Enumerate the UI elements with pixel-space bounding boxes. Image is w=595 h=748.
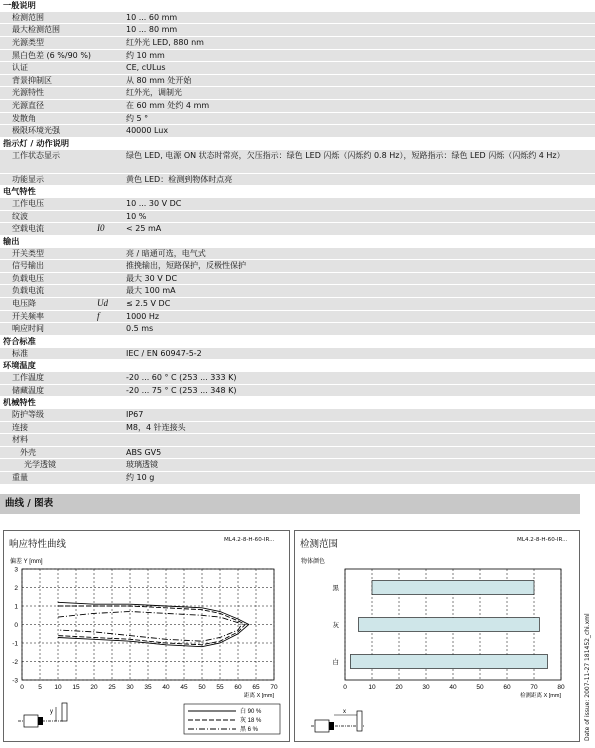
- x-tick-label: 0: [343, 684, 347, 691]
- x-tick-label: 70: [270, 684, 278, 691]
- spec-value: -20 ... 75 ° C (253 ... 348 K): [126, 385, 237, 395]
- spec-row: [0, 62, 595, 75]
- spec-row: [0, 372, 595, 385]
- spec-row: [0, 447, 595, 460]
- sensor-y-label: y: [50, 709, 53, 715]
- spec-label: 负载电流: [12, 286, 44, 296]
- spec-section-header: [0, 236, 595, 248]
- spec-row: [0, 260, 595, 273]
- spec-label: 认证: [12, 63, 28, 73]
- y-tick-label: -1: [12, 640, 18, 648]
- spec-label: 开关频率: [12, 311, 44, 321]
- spec-label: 光源特性: [12, 88, 44, 98]
- target-object-icon: [357, 711, 362, 731]
- spec-label: 纹波: [12, 211, 28, 221]
- x-tick-label: 70: [530, 684, 538, 691]
- spec-row: [0, 37, 595, 50]
- x-axis-label: 检测距离 X [mm]: [520, 693, 561, 699]
- spec-row: [0, 113, 595, 126]
- spec-label: 重量: [12, 473, 28, 483]
- range-bar-1: [372, 581, 534, 595]
- spec-row: [0, 248, 595, 261]
- x-tick-label: 15: [72, 684, 80, 691]
- y-tick-label: 1: [14, 603, 18, 611]
- response-curve-chart: [4, 531, 289, 741]
- spec-value: IP67: [126, 409, 144, 419]
- x-tick-label: 50: [198, 684, 206, 691]
- spec-value: 绿色 LED, 电源 ON 状态时常亮，欠压指示：绿色 LED 闪烁（闪烁约 0.8 Hz），短路指示：绿色 LED 闪烁（闪烁约 4 Hz）: [126, 150, 565, 160]
- spec-label: 开关类型: [12, 248, 44, 258]
- issue-date-text: Date of issue: 2007-11-27 181452_chi.xml: [584, 613, 591, 741]
- spec-value: ABS GV5: [126, 447, 162, 457]
- spec-row: [0, 12, 595, 25]
- spec-label: 光学透镜: [24, 460, 56, 470]
- spec-row: [0, 211, 595, 224]
- spec-label: 响应时间: [12, 324, 44, 334]
- spec-section-header: [0, 186, 595, 198]
- y-tick-label: 3: [14, 566, 18, 574]
- y-axis-label: 物体颜色: [301, 559, 326, 565]
- spec-label: 标准: [12, 348, 28, 358]
- detection-range-title: 检测范围: [300, 539, 339, 550]
- section-title: 符合标准: [3, 336, 36, 347]
- spec-label: 连接: [12, 422, 28, 432]
- spec-value: 红外光，调制光: [126, 88, 182, 98]
- spec-value: 在 60 mm 处约 4 mm: [126, 101, 210, 111]
- x-tick-label: 5: [38, 684, 42, 691]
- x-tick-label: 20: [90, 684, 98, 691]
- x-tick-label: 25: [108, 684, 116, 691]
- spec-label: 储藏温度: [12, 385, 44, 395]
- section-title: 电气特性: [3, 186, 36, 197]
- sensor-diagram: [18, 703, 67, 727]
- spec-value: 约 5 °: [126, 113, 149, 123]
- spec-label: 空载电流: [12, 224, 44, 234]
- spec-label: 外壳: [20, 447, 36, 457]
- curves-title: 曲线 / 图表: [5, 498, 54, 509]
- spec-section-header: [0, 397, 595, 409]
- x-tick-label: 60: [503, 684, 511, 691]
- spec-row: [0, 348, 595, 361]
- y-tick-label: 0: [14, 622, 18, 629]
- spec-value: 最大 100 mA: [126, 286, 176, 296]
- spec-label: 工作温度: [12, 372, 44, 382]
- x-tick-label: 45: [180, 684, 188, 691]
- response-curve-model-code: ML4.2-8-H-60-IR...: [224, 537, 275, 543]
- detection-range-model-code: ML4.2-8-H-60-IR...: [517, 537, 568, 543]
- x-tick-label: 55: [216, 684, 224, 691]
- sensor-lens-icon: [329, 722, 334, 730]
- x-axis-label: 距离 X [mm]: [244, 693, 274, 699]
- y-tick-label: -3: [12, 677, 18, 685]
- x-tick-label: 35: [144, 684, 152, 691]
- spec-value: ≤ 2.5 V DC: [126, 299, 171, 309]
- spec-section-header: [0, 138, 595, 150]
- x-tick-label: 10: [368, 684, 376, 691]
- spec-label: 检测范围: [12, 12, 44, 22]
- sensor-x-label: x: [343, 709, 346, 715]
- spec-label: 背景抑制区: [12, 75, 52, 85]
- curves-section-header: [0, 494, 580, 514]
- spec-row: [0, 311, 595, 324]
- spec-label: 材料: [12, 435, 28, 445]
- x-tick-label: 40: [162, 684, 170, 691]
- spec-symbol: Ud: [97, 298, 108, 309]
- legend-box: [184, 704, 280, 734]
- spec-label: 发散角: [12, 113, 36, 123]
- spec-row: [0, 323, 595, 336]
- spec-value: 玻璃透镜: [126, 460, 158, 470]
- x-tick-label: 30: [126, 684, 134, 691]
- spec-value: 黄色 LED：检测到物体时点亮: [126, 174, 233, 184]
- spec-value: 红外光 LED, 880 nm: [126, 37, 204, 47]
- spec-row: [0, 174, 595, 187]
- spec-label: 极限环境光强: [12, 126, 60, 136]
- spec-row: [0, 50, 595, 63]
- spec-row: [0, 198, 595, 211]
- spec-label: 光源类型: [12, 37, 44, 47]
- x-tick-label: 40: [449, 684, 457, 691]
- spec-value: 约 10 g: [126, 473, 155, 483]
- spec-row: [0, 100, 595, 113]
- spec-row: [0, 285, 595, 298]
- issue-date-sidebar: [584, 565, 595, 748]
- spec-row: [0, 223, 595, 236]
- spec-value: 从 80 mm 处开始: [126, 75, 192, 85]
- detection-range-panel: [294, 530, 580, 742]
- spec-row: [0, 273, 595, 286]
- spec-label: 黑白色差 (6 %/90 %): [12, 50, 92, 60]
- spec-row: [0, 87, 595, 100]
- spec-row: [0, 24, 595, 37]
- sensor-body-icon: [24, 715, 38, 727]
- section-title: 指示灯 / 动作说明: [3, 138, 70, 149]
- target-object-icon: [62, 703, 67, 721]
- x-tick-label: 20: [395, 684, 403, 691]
- spec-label: 负载电压: [12, 273, 44, 283]
- y-tick-label: -2: [12, 659, 18, 666]
- spec-label: 工作状态显示: [12, 150, 60, 160]
- spec-row: [0, 150, 595, 174]
- spec-label: 电压降: [12, 299, 36, 309]
- spec-value: 10 ... 30 V DC: [126, 198, 182, 208]
- x-tick-label: 0: [20, 684, 24, 691]
- spec-label: 最大检测范围: [12, 25, 60, 35]
- x-tick-label: 65: [252, 684, 260, 691]
- spec-value: 推挽输出，短路保护，反极性保护: [126, 261, 246, 271]
- spec-label: 光源直径: [12, 101, 44, 111]
- response-curve-title: 响应特性曲线: [9, 539, 67, 550]
- x-tick-label: 60: [234, 684, 242, 691]
- spec-value: 最大 30 V DC: [126, 273, 178, 283]
- category-label: 灰: [332, 622, 339, 629]
- spec-row: [0, 422, 595, 435]
- section-title: 输出: [3, 235, 20, 246]
- spec-value: 约 10 mm: [126, 50, 165, 60]
- spec-row: [0, 409, 595, 422]
- category-label: 黑: [332, 585, 339, 592]
- spec-row: [0, 125, 595, 138]
- spec-value: -20 ... 60 ° C (253 ... 333 K): [126, 372, 237, 382]
- spec-row: [0, 434, 595, 447]
- spec-value: 10 %: [126, 211, 147, 221]
- x-tick-label: 50: [476, 684, 484, 691]
- spec-section-header: [0, 360, 595, 372]
- spec-value: 亮 / 暗通可选，电气式: [126, 248, 206, 258]
- section-title: 环境温度: [3, 360, 36, 371]
- sensor-lens-icon: [38, 717, 43, 725]
- spec-label: 防护等级: [12, 409, 44, 419]
- section-title: 一般说明: [3, 0, 36, 10]
- spec-value: M8，4 针连接头: [126, 422, 186, 432]
- y-axis-label: 偏差 Y [mm]: [10, 559, 43, 565]
- sensor-diagram: [311, 709, 365, 732]
- spec-row: [0, 472, 595, 485]
- spec-label: 工作电压: [12, 198, 44, 208]
- sensor-body-icon: [315, 720, 329, 732]
- spec-label: 功能显示: [12, 174, 44, 184]
- range-bar-3: [350, 655, 547, 669]
- spec-symbol: I0: [97, 223, 105, 234]
- section-title: 机械特性: [3, 397, 36, 408]
- spec-section-header: [0, 336, 595, 348]
- spec-value: CE, cULus: [126, 63, 166, 73]
- spec-value: 0.5 ms: [126, 324, 154, 334]
- response-curve-panel: [3, 530, 290, 742]
- legend-entry: 白 90 %: [240, 709, 262, 715]
- x-tick-label: 80: [557, 684, 565, 691]
- spec-value: 1000 Hz: [126, 311, 160, 321]
- spec-value: 40000 Lux: [126, 126, 169, 136]
- range-bar-2: [359, 618, 540, 632]
- spec-symbol: f: [97, 310, 100, 321]
- spec-value: IEC / EN 60947-5-2: [126, 348, 202, 358]
- spec-value: 10 ... 80 mm: [126, 25, 178, 35]
- spec-row: [0, 459, 595, 472]
- spec-section-header: [0, 0, 595, 12]
- spec-row: [0, 385, 595, 398]
- spec-row: [0, 75, 595, 88]
- y-tick-label: 2: [14, 585, 18, 592]
- x-tick-label: 10: [54, 684, 62, 691]
- category-label: 白: [332, 659, 339, 666]
- spec-label: 信号输出: [12, 261, 44, 271]
- spec-row: [0, 298, 595, 311]
- detection-range-chart: [295, 531, 579, 741]
- legend-entry: 黑 6 %: [240, 727, 259, 733]
- legend-entry: 灰 18 %: [240, 718, 262, 724]
- spec-value: < 25 mA: [126, 224, 162, 234]
- spec-value: 10 ... 60 mm: [126, 12, 178, 22]
- x-tick-label: 30: [422, 684, 430, 691]
